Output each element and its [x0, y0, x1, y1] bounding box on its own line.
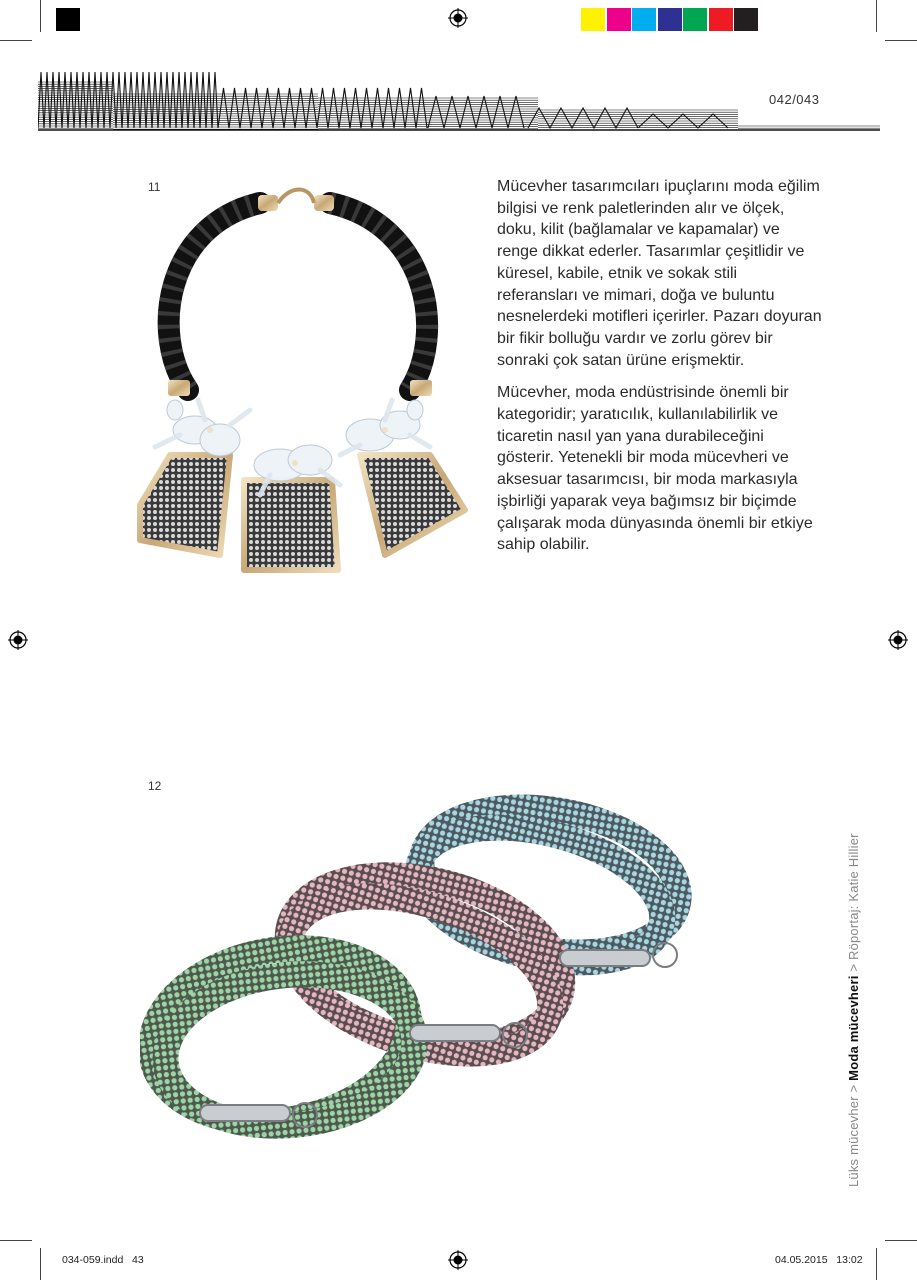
footer-date-time: 04.05.2015 13:02	[775, 1254, 863, 1266]
header-zigzag-pattern	[38, 70, 880, 134]
article-body	[497, 176, 822, 567]
color-swatch	[607, 8, 631, 31]
color-swatch	[734, 8, 758, 31]
breadcrumb-separator: >	[846, 960, 861, 976]
color-swatch	[581, 8, 605, 31]
crop-mark	[40, 1248, 41, 1280]
breadcrumb-item: Röportaj: Katie Hillier	[846, 833, 861, 961]
footer-file-info: 034-059.indd 43	[62, 1254, 144, 1266]
color-bar	[581, 8, 760, 31]
figure-11-label: 11	[148, 180, 161, 194]
bracelets-image	[140, 785, 700, 1165]
registration-mark-icon	[448, 8, 468, 28]
registration-mark-icon	[448, 1250, 468, 1270]
page-number: 042/043	[769, 92, 820, 107]
breadcrumb-item: Lüks mücevher	[846, 1096, 861, 1187]
black-registration-square	[56, 8, 80, 31]
breadcrumb-item-current: Moda mücevheri	[846, 975, 861, 1081]
registration-mark-icon	[888, 630, 908, 650]
crop-mark	[885, 1240, 917, 1241]
registration-mark-icon	[8, 630, 28, 650]
breadcrumb-separator: >	[846, 1080, 861, 1097]
crop-mark	[0, 1240, 32, 1241]
breadcrumb	[846, 833, 861, 1187]
figure-12-label: 12	[148, 779, 162, 793]
crop-mark	[885, 40, 917, 41]
crop-mark	[876, 1248, 877, 1280]
crop-mark	[0, 40, 32, 41]
color-swatch	[683, 8, 707, 31]
color-swatch	[632, 8, 656, 31]
necklace-image	[110, 185, 480, 580]
article-paragraph: Mücevher, moda endüstrisinde önemli bir kategoridir; yaratıcılık, kullanılabilirlik ve ticaretin nasıl yan yana durabileceğini gösterir. Yetenekli bir moda mücevheri ve aksesuar tasarımcısı, bir moda markasıyla işbirliği yaparak veya bağımsız bir biçimde çalışarak moda dünyasında önemli bir etkiye sahip olabilir.	[497, 384, 813, 554]
color-swatch	[709, 8, 733, 31]
crop-mark	[876, 0, 877, 32]
article-paragraph: Mücevher tasarımcıları ipuçlarını moda eğilim bilgisi ve renk paletlerinden alır ve ölçek, doku, kilit (bağlamalar ve kapamalar) ve renge dikkat ederler. Tasarımlar çeşitlidir ve küresel, kabile, etnik ve sokak stili referansları ve mimari, doğa ve buluntu nesnelerdeki motifleri içerirler. Pazarı doyuran bir fikir bolluğu vardır ve zorlu görev bir sonraki çok satan ürüne erişmektir.	[497, 178, 822, 369]
crop-mark	[40, 0, 41, 32]
color-swatch	[658, 8, 682, 31]
